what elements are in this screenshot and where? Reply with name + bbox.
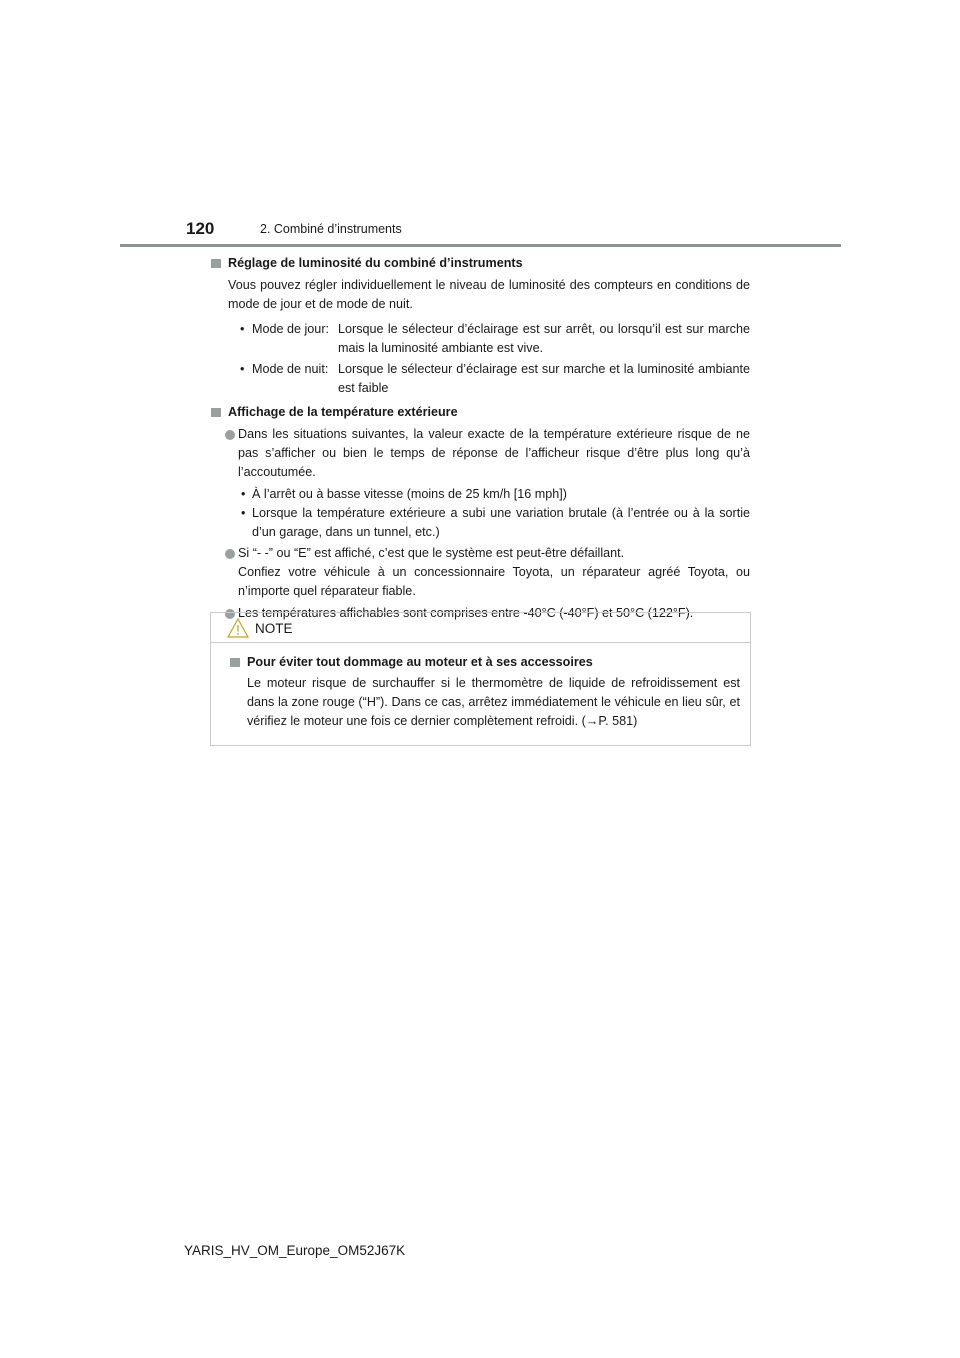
note-box — [210, 612, 751, 746]
header-rule — [120, 244, 841, 247]
note-text: Le moteur risque de surchauffer si le thermomètre de liquide de refroidissement est dans la zone rouge (“H”). Dans ce cas, arrêtez immédiatement le véhicule en lieu sûr, et vérifiez le moteur une fois ce dernier complètement refroidi. (→P. 581) — [247, 676, 740, 728]
section-heading-brightness: Réglage de luminosité du combiné d’instruments — [210, 254, 750, 273]
warning-icon — [227, 618, 249, 638]
note-body — [211, 643, 750, 731]
sub-list-item: • À l’arrêt ou à basse vitesse (moins de 25 km/h [16 mph]) — [241, 487, 567, 501]
note-header — [211, 613, 750, 643]
page-number: 120 — [186, 219, 215, 238]
list-item: Dans les situations suivantes, la valeur exacte de la température extérieure risque de ne pas s’afficher ou bien le temps de réponse de l’afficheur risque d’être plus long qu’à l’accoutumée. — [210, 425, 750, 482]
square-bullet-icon — [230, 658, 240, 667]
main-content — [210, 254, 750, 623]
brightness-intro: Vous pouvez régler individuellement le niveau de luminosité des compteurs en conditions de mode de jour et de mode de nuit. — [228, 278, 750, 311]
section-heading-temperature: Affichage de la température extérieure — [210, 403, 750, 422]
arrow-right-icon: → — [585, 714, 599, 728]
note-title: NOTE — [255, 621, 293, 636]
page-reference-link[interactable]: P. 581) — [598, 714, 638, 728]
list-item: Si “- -” ou “E” est affiché, c’est que le système est peut-être défaillant. Confiez votre véhicule à un concessionnaire Toyota, un réparateur agréé Toyota, ou n’importe quel réparateur fiable. — [210, 544, 750, 601]
definition-night-mode: • Mode de nuit: Lorsque le sélecteur d’éclairage est sur marche et la luminosité ambiante est faible — [240, 362, 750, 395]
sub-list-item: • Lorsque la température extérieure a subi une variation brutale (à l’entrée ou à la sortie d’un garage, dans un tunnel, etc.) — [241, 506, 750, 539]
note-heading: Pour éviter tout dommage au moteur et à ses accessoires — [229, 653, 740, 672]
chapter-title: 2. Combiné d’instruments — [260, 222, 402, 236]
circle-bullet-icon — [225, 549, 235, 559]
document-id: YARIS_HV_OM_Europe_OM52J67K — [184, 1243, 406, 1258]
square-bullet-icon — [211, 259, 221, 268]
circle-bullet-icon — [225, 430, 235, 440]
definition-day-mode: • Mode de jour: Lorsque le sélecteur d’éclairage est sur arrêt, ou lorsqu’il est sur marche mais la luminosité ambiante est vive. — [240, 322, 750, 355]
list-item: Les températures affichables sont comprises entre -40°C (-40°F) et 50°C (122°F). — [210, 604, 750, 623]
square-bullet-icon — [211, 408, 221, 417]
